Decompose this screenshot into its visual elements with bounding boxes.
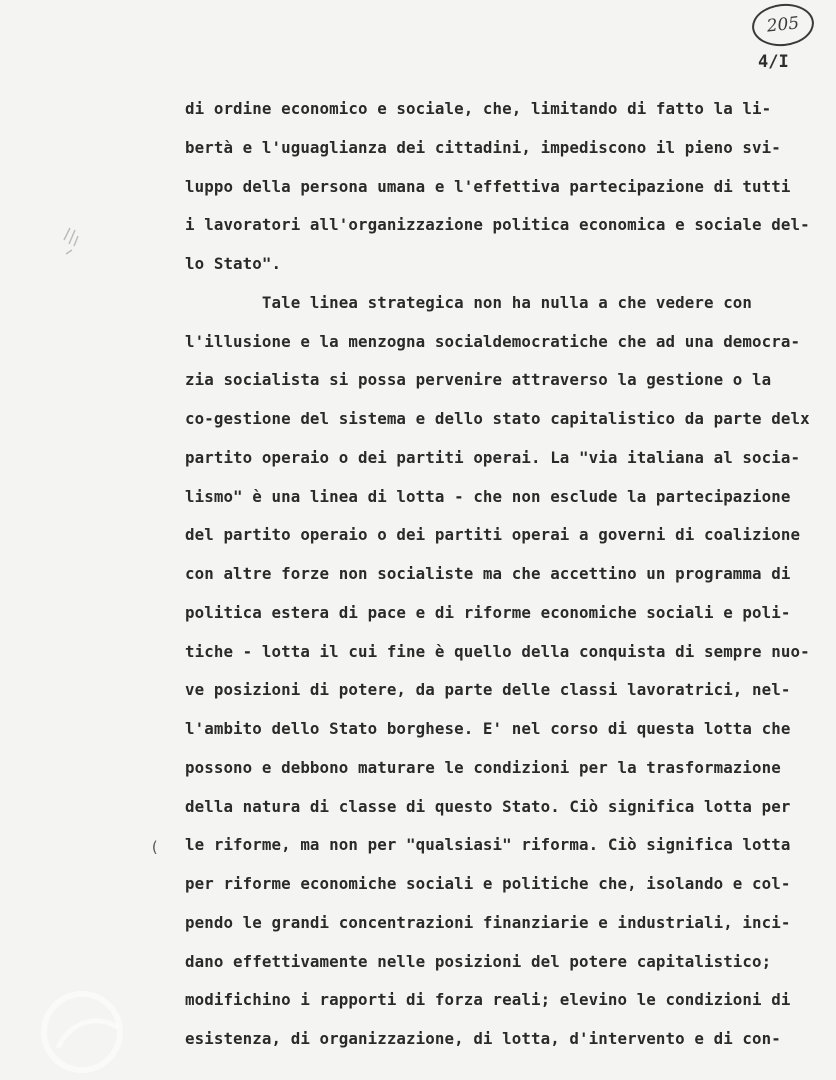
text-line: l'ambito dello Stato borghese. E' nel corso di questa lotta che <box>185 719 791 738</box>
text-line: luppo della persona umana e l'effettiva partecipazione di tutti <box>185 176 791 196</box>
text-line: lo Stato". <box>185 254 282 273</box>
faded-watermark-logo <box>0 970 200 1080</box>
text-line: co-gestione del sistema e dello stato capitalistico da parte delx <box>185 409 810 428</box>
text-line: di ordine economico e sociale, che, limitando di fatto la li- <box>185 99 772 118</box>
text-line: politica estera di pace e di riforme economiche sociali e poli- <box>185 602 791 622</box>
folio-number: 205 <box>765 13 801 37</box>
typed-text-body <box>185 90 835 1059</box>
text-line: zia socialista si possa pervenire attraverso la gestione o la <box>185 370 772 390</box>
text-line: bertà e l'uguaglianza dei cittadini, impediscono il pieno svi- <box>185 137 781 157</box>
text-line: Tale linea strategica non ha nulla a che vedere con <box>185 292 753 312</box>
text-line: pendo le grandi concentrazioni finanziarie e industriali, inci- <box>185 912 791 932</box>
text-line: tiche - lotta il cui fine è quello della conquista di sempre nuo- <box>185 641 810 661</box>
text-line: della natura di classe di questo Stato. Ciò significa lotta per <box>185 796 791 816</box>
text-line: lismo" è una linea di lotta - che non esclude la partecipazione <box>185 486 791 506</box>
margin-mark: ( <box>150 838 160 856</box>
text-line: per riforme economiche sociali e politiche che, isolando e col- <box>185 874 791 893</box>
text-line: l'illusione e la menzogna socialdemocratiche che ad una democra- <box>185 331 801 351</box>
text-line: partito operaio o dei partiti operai. La "via italiana al socia- <box>185 447 801 467</box>
text-line: possono e debbono maturare le condizioni per la trasformazione <box>185 757 781 777</box>
text-line: i lavoratori all'organizzazione politica economica e sociale del- <box>185 215 810 235</box>
page-reference: 4/I <box>758 52 789 72</box>
text-line: dano effettivamente nelle posizioni del potere capitalistico; <box>185 951 772 971</box>
text-line: le riforme, ma non per "qualsiasi" riforma. Ciò significa lotta <box>185 835 791 855</box>
text-line: modifichino i rapporti di forza reali; elevino le condizioni di <box>185 990 791 1010</box>
text-line: del partito operaio o dei partiti operai a governi di coalizione <box>185 525 801 545</box>
folio-stamp <box>750 1 816 49</box>
margin-pen-marks <box>60 210 90 270</box>
text-line: con altre forze non socialiste ma che accettino un programma di <box>185 564 791 583</box>
text-line: esistenza, di organizzazione, di lotta, d'intervento e di con- <box>185 1029 781 1048</box>
text-line: ve posizioni di potere, da parte delle classi lavoratrici, nel- <box>185 680 791 700</box>
